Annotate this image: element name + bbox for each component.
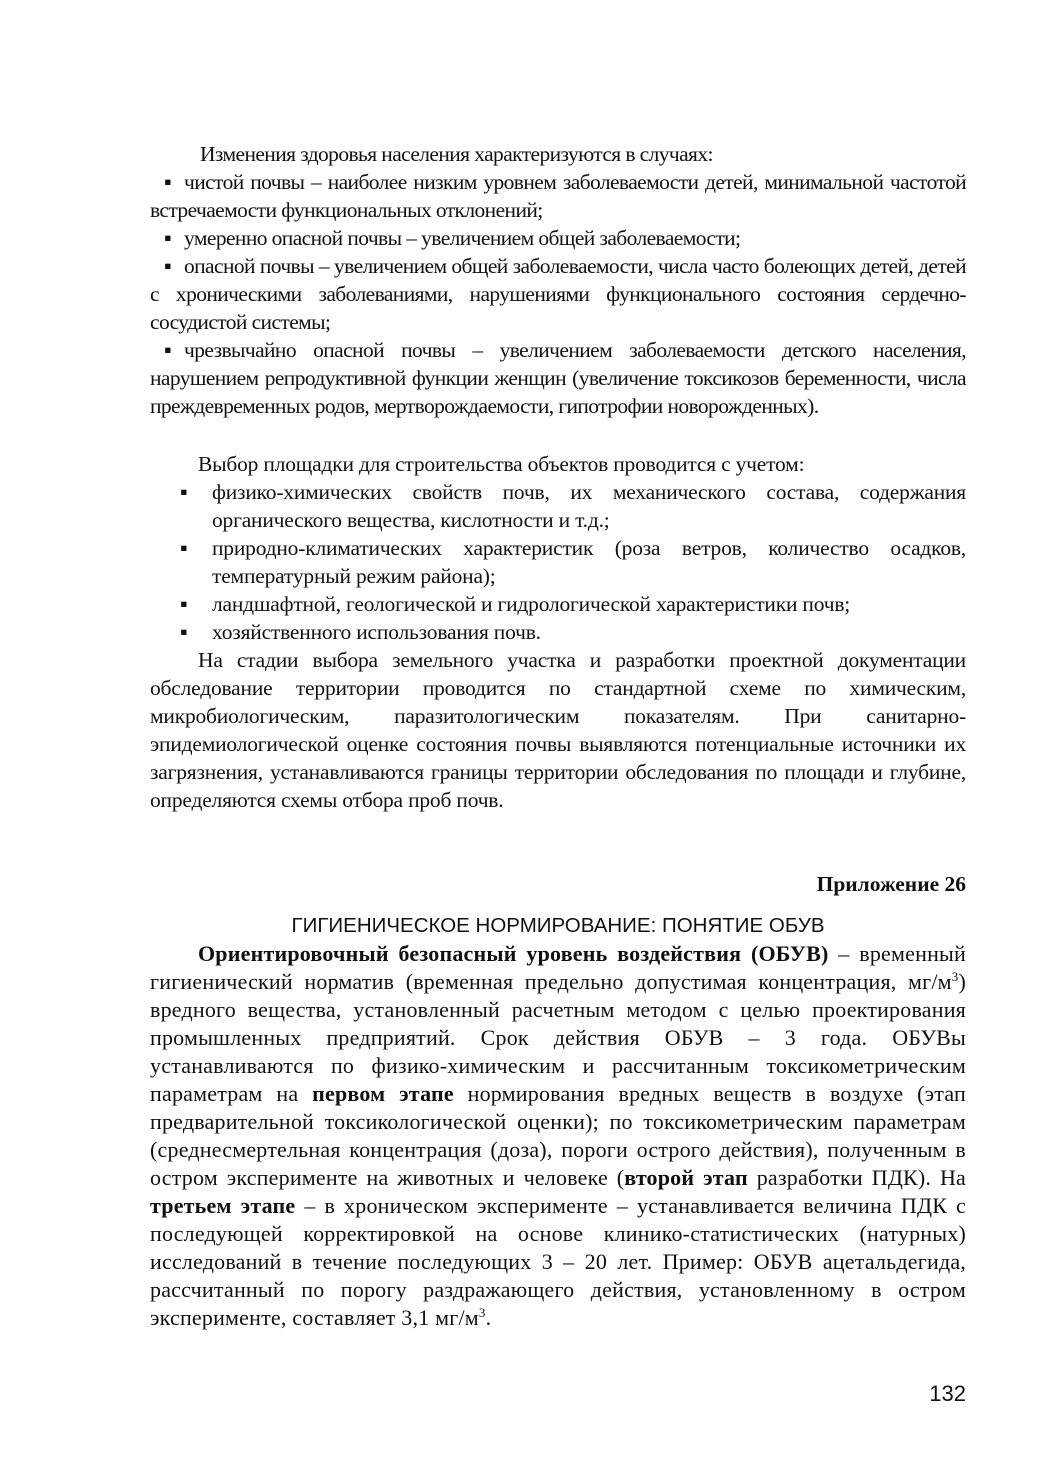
obuv-paragraph: Ориентировочный безопасный уровень воздействия (ОБУВ) – временный гигиенический норматив (временная предельно допустимая концентрация, $мг/м^3$) вредного вещества, установленный расчетным методом с целью проектирования промышленных предприятий. Срок действия ОБУВ – 3 года. ОБУВы устанавливаются по физико-химическим и рассчитанным токсикометрическим параметрам на первом этапе нормирования вредных веществ в воздухе (этап предварительной токсикологической оценки); по токсикометрическим параметрам (среднесмертельная концентрация (доза), пороги острого действия), полученным в остром эксперименте на животных и человеке (второй этап разработки ПДК). На третьем этапе – в хроническом эксперименте – устанавливается величина ПДК с последующей корректировкой на основе клинико-статистических (натурных) исследований в течение последующих 3 – 20 лет. Пример: ОБУВ ацетальдегида, рассчитанный по порогу раздражающего действия, установленному в остром эксперименте, составляет 3,1 $мг/м^3$. xyxy=(150,941,967,1330)
square-bullet-icon: ▪ xyxy=(164,226,172,250)
section-title: ГИГИЕНИЧЕСКОЕ НОРМИРОВАНИЕ: ПОНЯТИЕ ОБУВ xyxy=(291,914,825,937)
health-intro: Изменения здоровья населения характеризуются в случаях: xyxy=(200,142,713,166)
list-item: ▪ хозяйственного использования почв. xyxy=(180,620,541,644)
site-selection-section xyxy=(150,450,966,814)
obuv-section xyxy=(150,912,966,1332)
appendix-label: Приложение 26 xyxy=(816,872,966,896)
stage-three-bold: третьем этапе xyxy=(150,1193,296,1218)
square-bullet-icon: ▪ xyxy=(180,480,188,504)
health-section xyxy=(150,140,966,420)
page-number: 132 xyxy=(929,1381,966,1406)
square-bullet-icon: ▪ xyxy=(164,254,172,278)
stage-one-bold: первом этапе xyxy=(312,1081,454,1106)
site-bullet-list xyxy=(150,478,966,646)
health-bullet: ▪ чрезвычайно опасной почвы – увеличением заболеваемости детского населения, нарушением репродуктивной функции женщин (увеличение токсикозов беременности, числа преждевременных родов, мертворождаемости, гипотрофии новорожденных). xyxy=(150,338,966,418)
square-bullet-icon: ▪ xyxy=(164,338,172,362)
health-bullet: ▪ чистой почвы – наиболее низким уровнем заболеваемости детей, минимальной частотой встречаемости функциональных отклонений; xyxy=(150,170,966,222)
health-bullet: ▪ умеренно опасной почвы – увеличением общей заболеваемости; xyxy=(164,226,741,250)
site-intro: Выбор площадки для строительства объектов проводится с учетом: xyxy=(198,452,805,476)
term-bold: Ориентировочный безопасный уровень воздействия (ОБУВ) xyxy=(198,941,829,966)
list-item: ▪ физико-химических свойств почв, их механического состава, содержания органического вещества, кислотности и т.д.; xyxy=(180,480,966,532)
square-bullet-icon: ▪ xyxy=(180,592,188,616)
health-bullet: ▪ опасной почвы – увеличением общей заболеваемости, числа часто болеющих детей, детей с хроническими заболеваниями, нарушениями функционального состояния сердечно-сосудистой системы; xyxy=(150,254,966,334)
site-paragraph: На стадии выбора земельного участка и разработки проектной документации обследование территории проводится по стандартной схеме по химическим, микробиологическим, паразитологическим показателям. При санитарно-эпидемиологической оценке состояния почвы выявляются потенциальные источники их загрязнения, устанавливаются границы территории обследования по площади и глубине, определяются схемы отбора проб почв. xyxy=(150,648,966,812)
stage-two-bold: второй этап xyxy=(624,1165,748,1190)
square-bullet-icon: ▪ xyxy=(180,620,188,644)
square-bullet-icon: ▪ xyxy=(180,536,188,560)
list-item: ▪ природно-климатических характеристик (роза ветров, количество осадков, температурный режим района); xyxy=(180,536,966,588)
square-bullet-icon: ▪ xyxy=(164,170,172,194)
list-item: ▪ ландшафтной, геологической и гидрологической характеристики почв; xyxy=(180,592,851,616)
